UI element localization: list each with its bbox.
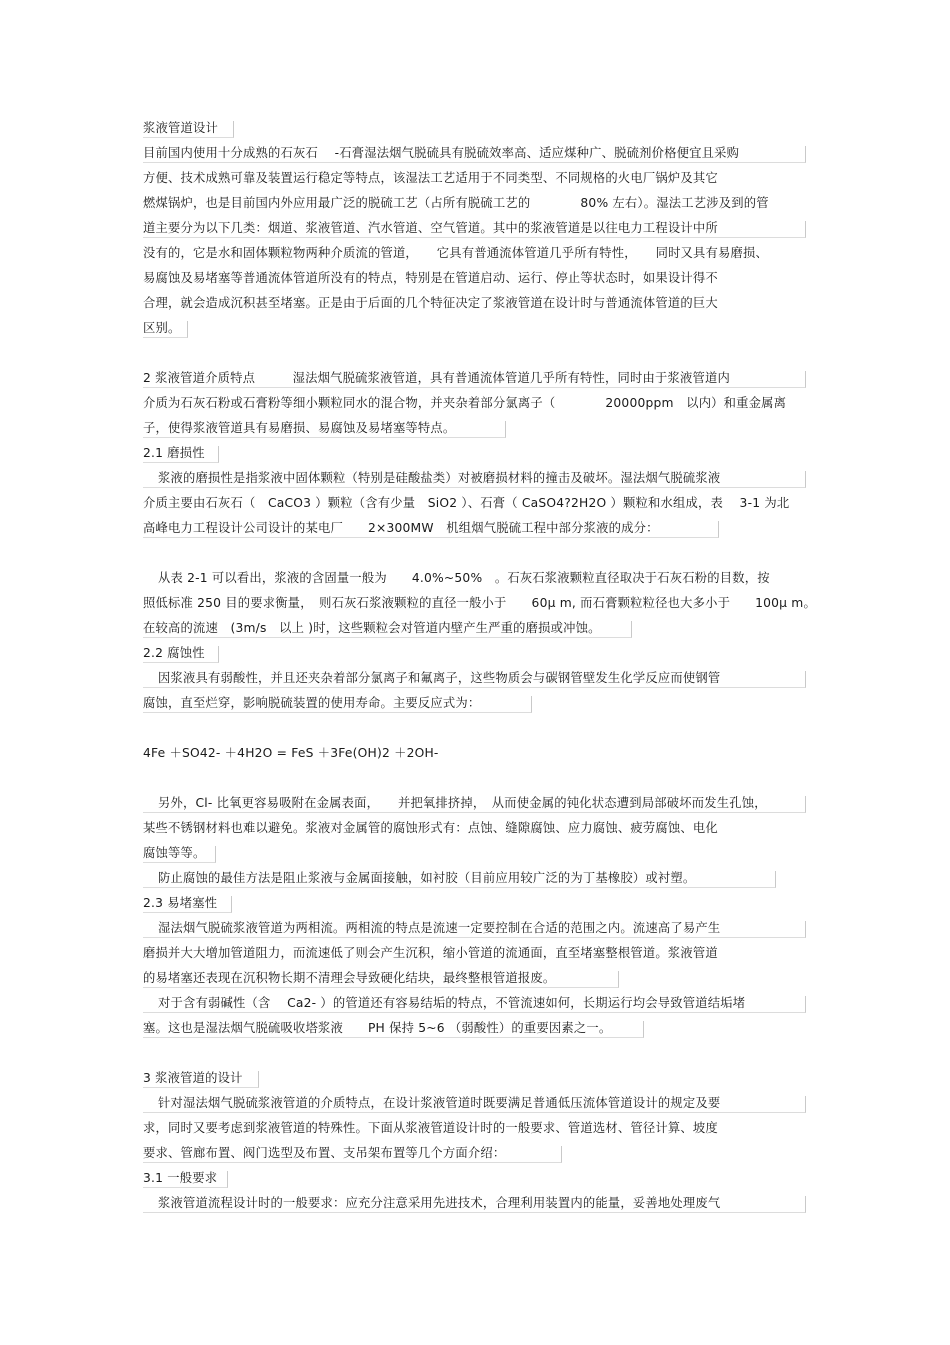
heading-3-1: 3.1 一般要求 [143, 1171, 218, 1185]
intro-line: 燃煤锅炉，也是目前国内外应用最广泛的脱硫工艺（占所有脱硫工艺的 80% 左右）。湿法工艺涉及到的管 [143, 196, 769, 210]
section-2-1-line: 高峰电力工程设计公司设计的某电厂 2×300MW 机组烟气脱硫工程中部分浆液的成分： [143, 521, 659, 535]
section-2-line: 2 浆液管道介质特点 湿法烟气脱硫浆液管道，具有普通流体管道几乎所有特性，同时由于浆液管道内 [143, 371, 730, 385]
heading-2-2: 2.2 腐蚀性 [143, 646, 205, 660]
intro-line: 易腐蚀及易堵塞等普通流体管道所没有的特点，特别是在管道启动、运行、停止等状态时，如果设计得不 [143, 271, 718, 285]
intro-line: 目前国内使用十分成熟的石灰石 -石膏湿法烟气脱硫具有脱硫效率高、适应煤种广、脱硫剂价格便宜且采购 [143, 146, 740, 160]
section-2-3-line: 的易堵塞还表现在沉积物长期不清理会导致硬化结块，最终整根管道报废。 [143, 971, 556, 985]
heading-3: 3 浆液管道的设计 [143, 1071, 243, 1085]
section-2-3-line: 湿法烟气脱硫浆液管道为两相流。两相流的特点是流速一定要控制在合适的范围之内。流速高了易产生 [158, 921, 721, 935]
heading-2-3: 2.3 易堵塞性 [143, 896, 218, 910]
section-2-2-line: 另外，Cl- 比氧更容易吸附在金属表面， 并把氧排挤掉， 从而使金属的钝化状态遭到局部破坏而发生孔蚀， [158, 796, 767, 810]
section-3-line: 针对湿法烟气脱硫浆液管道的介质特点，在设计浆液管道时既要满足普通低压流体管道设计的规定及要 [158, 1096, 721, 1110]
section-3-1-line: 浆液管道流程设计时的一般要求：应充分注意采用先进技术，合理利用装置内的能量，妥善地处理废气 [158, 1196, 721, 1210]
intro-line: 道主要分为以下几类：烟道、浆液管道、汽水管道、空气管道。其中的浆液管道是以往电力工程设计中所 [143, 221, 718, 235]
section-2-1-line: 浆液的磨损性是指浆液中固体颗粒（特别是硅酸盐类）对被磨损材料的撞击及破坏。湿法烟气脱硫浆液 [158, 471, 721, 485]
section-2-1-line: 照低标准 250 目的要求衡量， 则石灰石浆液颗粒的直径一般小于 60μ m, 而石膏颗粒粒径也大多小于 100μ m。 [143, 596, 816, 610]
section-2-3-line: 磨损并大大增加管道阻力，而流速低了则会产生沉积，缩小管道的流通面，直至堵塞整根管道。浆液管道 [143, 946, 718, 960]
section-2-2-line: 腐蚀，直至烂穿，影响脱硫装置的使用寿命。主要反应式为： [143, 696, 481, 710]
section-3-line: 要求、管廊布置、阀门选型及布置、支吊架布置等几个方面介绍： [143, 1146, 506, 1160]
section-2-3-line: 对于含有弱碱性（含 Ca2- ）的管道还有容易结垢的特点，不管流速如何，长期运行均会导致管道结垢堵 [158, 996, 746, 1010]
reaction-formula: 4Fe ＋SO42- ＋4H2O = FeS ＋3Fe(OH)2 ＋2OH- [143, 746, 439, 760]
section-2-2-line: 因浆液具有弱酸性，并且还夹杂着部分氯离子和氟离子，这些物质会与碳钢管壁发生化学反应而使钢管 [158, 671, 721, 685]
intro-line: 合理，就会造成沉积甚至堵塞。正是由于后面的几个特征决定了浆液管道在设计时与普通流体管道的巨大 [143, 296, 718, 310]
section-2-2-line: 腐蚀等等。 [143, 846, 206, 860]
section-2-1-line: 在较高的流速 (3m/s 以上 )时，这些颗粒会对管道内壁产生严重的磨损或冲蚀。 [143, 621, 601, 635]
section-2-line: 介质为石灰石粉或石膏粉等细小颗粒同水的混合物，并夹杂着部分氯离子（ 20000ppm 以内）和重金属离 [143, 396, 787, 410]
section-2-2-line: 防止腐蚀的最佳方法是阻止浆液与金属面接触，如衬胶（目前应用较广泛的为丁基橡胶）或衬塑。 [158, 871, 696, 885]
section-2-line: 子，使得浆液管道具有易磨损、易腐蚀及易堵塞等特点。 [143, 421, 456, 435]
intro-line: 没有的，它是水和固体颗粒物两种介质流的管道， 它具有普通流体管道几乎所有特性， 同时又具有易磨损、 [143, 246, 769, 260]
heading-2-1: 2.1 磨损性 [143, 446, 205, 460]
section-2-3-line: 塞。这也是湿法烟气脱硫吸收塔浆液 PH 保持 5~6 （弱酸性）的重要因素之一。 [143, 1021, 612, 1035]
section-2-2-line: 某些不锈钢材料也难以避免。浆液对金属管的腐蚀形式有：点蚀、缝隙腐蚀、应力腐蚀、疲劳腐蚀、电化 [143, 821, 718, 835]
section-2-1-line: 从表 2-1 可以看出，浆液的含固量一般为 4.0%~50% 。石灰石浆液颗粒直径取决于石灰石粉的目数，按 [158, 571, 770, 585]
doc-title: 浆液管道设计 [143, 121, 218, 135]
section-2-1-line: 介质主要由石灰石（ CaCO3 ）颗粒（含有少量 SiO2 ）、石膏（ CaSO4?2H2O ）颗粒和水组成，表 3-1 为北 [143, 496, 790, 510]
section-3-line: 求，同时又要考虑到浆液管道的特殊性。下面从浆液管道设计时的一般要求、管道选材、管径计算、坡度 [143, 1121, 718, 1135]
intro-line: 方便、技术成熟可靠及装置运行稳定等特点，该湿法工艺适用于不同类型、不同规格的火电厂锅炉及其它 [143, 171, 718, 185]
intro-line: 区别。 [143, 321, 181, 335]
